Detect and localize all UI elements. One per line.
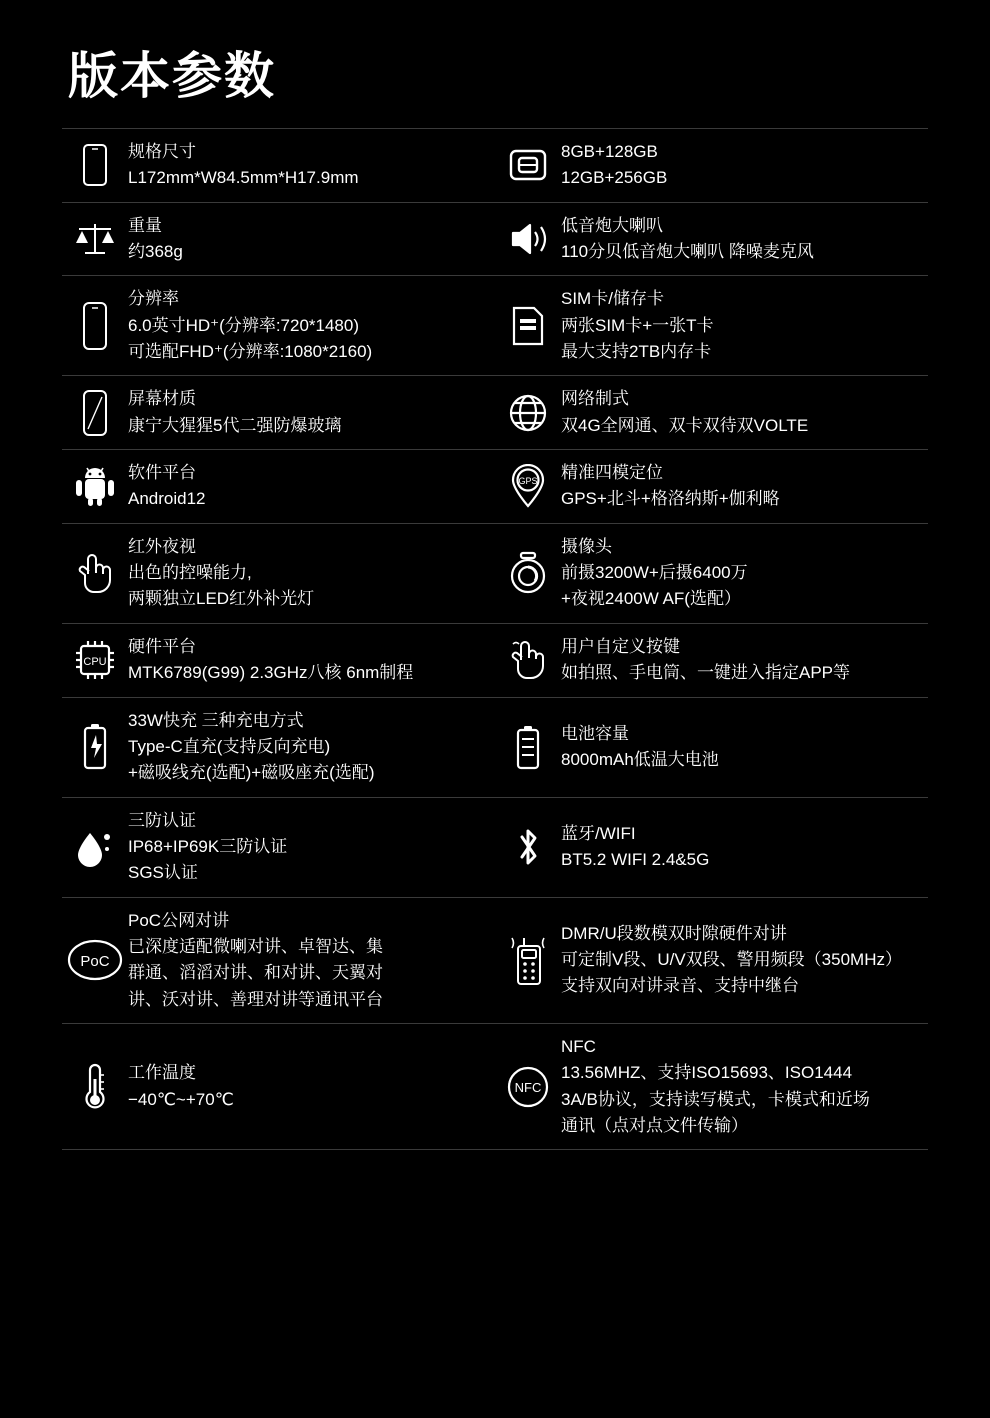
spec-text [128, 634, 413, 687]
table-row [62, 129, 928, 203]
spec-text [561, 213, 814, 266]
display-icon [62, 301, 128, 351]
spec-value: 可选配FHD⁺(分辨率:1080*2160) [128, 342, 373, 362]
spec-item-memory [495, 129, 928, 202]
spec-label: 三防认证 [128, 810, 196, 830]
spec-text [561, 634, 850, 687]
spec-label: 软件平台 [128, 463, 196, 483]
spec-value: +夜视2400W AF(选配） [561, 589, 741, 609]
spec-item-software [62, 450, 495, 523]
spec-text [561, 1034, 870, 1139]
spec-text [561, 386, 808, 439]
spec-label: 红外夜视 [128, 536, 196, 556]
spec-label: 电池容量 [561, 723, 629, 743]
spec-text [128, 139, 359, 192]
spec-item-network [495, 376, 928, 449]
spec-item-temperature [62, 1024, 495, 1149]
spec-item-camera [495, 524, 928, 623]
spec-label: 重量 [128, 215, 162, 235]
spec-label: 蓝牙/WIFI [561, 823, 636, 843]
spec-value: 110分贝低音炮大喇叭 降噪麦克风 [561, 242, 814, 262]
spec-label: 33W快充 三种充电方式 [128, 710, 304, 730]
table-row [62, 898, 928, 1024]
spec-label: 屏幕材质 [128, 389, 196, 409]
svg-text:NFC: NFC [514, 1079, 542, 1095]
spec-value: 12GB+256GB [561, 168, 668, 188]
custom-key-icon [495, 638, 561, 682]
spec-value: SGS认证 [128, 863, 198, 883]
poc-icon [62, 936, 128, 984]
spec-value: 3A/B协议，支持读写模式，卡模式和近场 [561, 1089, 870, 1109]
spec-item-hardware [62, 624, 495, 697]
waterdrop-icon [62, 825, 128, 869]
spec-item-sim [495, 276, 928, 375]
spec-item-bluetooth-wifi [495, 798, 928, 897]
spec-value: 如拍照、手电筒、一键进入指定APP等 [561, 663, 851, 683]
table-row [62, 624, 928, 698]
spec-value: 8000mAh低温大电池 [561, 750, 719, 770]
memory-card-icon [495, 147, 561, 183]
sim-card-icon [495, 305, 561, 347]
svg-text:CPU: CPU [83, 656, 107, 669]
spec-value: 讲、沃对讲、善理对讲等通讯平台 [128, 989, 383, 1009]
spec-text [128, 213, 183, 266]
spec-label: 低音炮大喇叭 [561, 215, 663, 235]
spec-value: L172mm*W84.5mm*H17.9mm [128, 168, 359, 188]
spec-value: 两张SIM卡+一张T卡 [561, 315, 714, 335]
android-icon [62, 466, 128, 506]
spec-item-battery [495, 698, 928, 797]
spec-item-rugged-cert [62, 798, 495, 897]
spec-text [128, 808, 287, 887]
table-row [62, 276, 928, 376]
gps-pin-icon [495, 464, 561, 508]
table-row [62, 203, 928, 277]
spec-item-screen-material [62, 376, 495, 449]
bluetooth-icon [495, 823, 561, 871]
spec-label: SIM卡/储存卡 [561, 289, 664, 309]
spec-item-custom-key [495, 624, 928, 697]
spec-item-speaker [495, 203, 928, 276]
spec-item-fast-charge [62, 698, 495, 797]
spec-text [561, 139, 667, 192]
spec-text [128, 460, 206, 513]
spec-value: 通讯（点对点文件传输） [561, 1115, 748, 1135]
table-row [62, 376, 928, 450]
spec-value: GPS+北斗+格洛纳斯+伽利略 [561, 489, 780, 509]
spec-value: 两颗独立LED红外补光灯 [128, 589, 315, 609]
speaker-icon [495, 220, 561, 258]
walkie-talkie-icon [495, 934, 561, 986]
spec-text [128, 534, 314, 613]
spec-value: 6.0英寸HD⁺(分辨率:720*1480) [128, 315, 360, 335]
globe-icon [495, 392, 561, 434]
spec-item-resolution [62, 276, 495, 375]
spec-text [561, 286, 714, 365]
spec-text [128, 1060, 234, 1113]
spec-item-nfc [495, 1024, 928, 1149]
spec-item-size [62, 129, 495, 202]
spec-value: 康宁大猩猩5代二强防爆玻璃 [128, 415, 342, 435]
spec-value: 双4G全网通、双卡双待双VOLTE [561, 415, 809, 435]
spec-label: 工作温度 [128, 1063, 196, 1083]
phone-icon [62, 143, 128, 187]
spec-value: 约368g [128, 242, 183, 262]
spec-value: 出色的控噪能力, [128, 563, 252, 583]
spec-value: BT5.2 WIFI 2.4&5G [561, 850, 710, 870]
battery-icon [495, 724, 561, 770]
spec-label: 8GB+128GB [561, 142, 658, 161]
spec-table [62, 128, 928, 1150]
spec-value: 前摄3200W+后摄6400万 [561, 563, 748, 583]
spec-value: 最大支持2TB内存卡 [561, 342, 712, 362]
table-row [62, 1024, 928, 1150]
spec-text [128, 708, 375, 787]
table-row [62, 798, 928, 898]
charging-battery-icon [62, 722, 128, 772]
spec-text [128, 386, 341, 439]
spec-label: 规格尺寸 [128, 142, 196, 161]
svg-text:PoC: PoC [80, 953, 110, 971]
spec-value: 群通、滔滔对讲、和对讲、天翼对 [128, 963, 383, 983]
spec-item-weight [62, 203, 495, 276]
spec-label: PoC公网对讲 [128, 910, 230, 930]
spec-value: IP68+IP69K三防认证 [128, 836, 288, 856]
svg-text:GPS: GPS [518, 476, 538, 487]
spec-label: 用户自定义按键 [561, 636, 680, 656]
spec-value: Android12 [128, 489, 206, 509]
spec-label: 精准四模定位 [561, 463, 663, 483]
spec-value: +磁吸线充(选配)+磁吸座充(选配) [128, 763, 375, 783]
spec-text [561, 821, 709, 874]
page-title: 版本参数 [68, 48, 276, 104]
touch-hand-icon [62, 550, 128, 596]
spec-item-poc [62, 898, 495, 1023]
spec-value: 已深度适配微喇对讲、卓智达、集 [128, 936, 383, 956]
cpu-icon [62, 639, 128, 681]
spec-text [561, 721, 719, 774]
spec-item-gps [495, 450, 928, 523]
spec-label: DMR/U段数模双时隙硬件对讲 [561, 923, 787, 943]
spec-label: 分辨率 [128, 289, 179, 309]
spec-value: MTK6789(G99) 2.3GHz八核 6nm制程 [128, 663, 414, 683]
thermometer-icon [62, 1061, 128, 1113]
spec-text [561, 534, 748, 613]
spec-value: 可定制V段、U/V双段、警用频段（350MHz） [561, 950, 902, 970]
spec-label: NFC [561, 1036, 596, 1056]
spec-label: 摄像头 [561, 536, 612, 556]
scale-icon [62, 219, 128, 259]
spec-item-ir-night-vision [62, 524, 495, 623]
spec-text [128, 286, 372, 365]
spec-text [561, 460, 780, 513]
table-row [62, 524, 928, 624]
spec-label: 网络制式 [561, 389, 629, 409]
camera-lens-icon [495, 551, 561, 595]
spec-value: 支持双向对讲录音、支持中继台 [561, 976, 799, 996]
screen-glass-icon [62, 389, 128, 437]
spec-value: Type-C直充(支持反向充电) [128, 736, 331, 756]
spec-label: 硬件平台 [128, 636, 196, 656]
nfc-icon [495, 1063, 561, 1111]
spec-text [561, 921, 902, 1000]
table-row [62, 450, 928, 524]
table-row [62, 698, 928, 798]
spec-value: 13.56MHZ、支持ISO15693、ISO1444 [561, 1063, 853, 1083]
spec-text [128, 908, 383, 1013]
spec-value: −40℃~+70℃ [128, 1089, 234, 1109]
spec-item-dmr [495, 898, 928, 1023]
